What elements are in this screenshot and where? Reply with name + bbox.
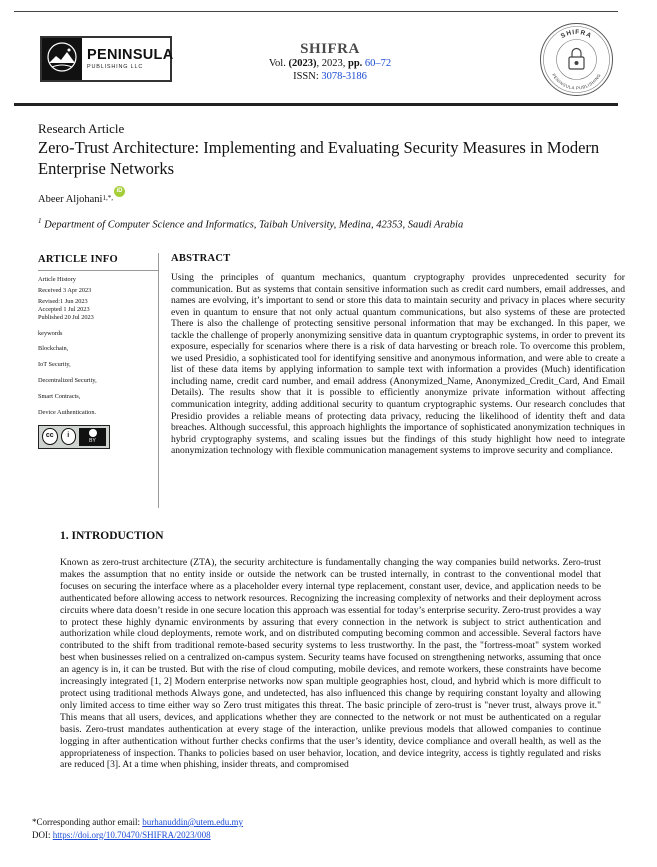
published-date: Published 20 Jul 2023 <box>38 313 94 321</box>
introduction-text: Known as zero-trust architecture (ZTA), the security architecture is fundamentally changing the way companies build networks. Zero-trust makes the assumption that no entity inside or outside the network can be trusted internally, in contrast to the conventional model that focuses on securing the interface where as a placeholder every internal type replacement, constant user, device, and application needs to be authenticated before allowing access to network resources. Recognizing the increasing complexity of networks and their deployment across circuits where data doesn’t reside in one secure location this approach was essential for today’s enterprise security. Zero-trust provides a way to protect these highly dynamic environments by assuring that every connection in the network is subject to strict authentication and authorization while cloud deployments, remote work, and on distributed computing becoming common and accessible. Several factors have contributed to the shift from traditional remote-based security systems to less trustworthy. In the past, the "fortress-moat" system worked best when businesses relied on a centralized on-campus system. Security teams have focused on strengthening networks, assuming that once an agency is in, it can be trusted. But with the rise of cloud computing, mobile devices, and remote workers, these constraints have become increasingly integrated [1, 2] Modern enterprise networks now span multiple geographies host, cloud, and hybrid which is more difficult to protect using traditional methods Always gone, and undetected, has also influenced this change by requiring constant loyalty and allowing only limited access to time either way so Zero trust mitigates this threat. The basic principle of zero-trust is "never trust, always prove it." This means that all users, devices, and applications whether they are connected to the network or not must be authenticated on a regular basis. Zero-trust mandates authentication at every stage of the interaction, unlike previous models that allowed companies to continue logging in after authentication without further checks confirms that the user’s identity, device compliance and overall health, as well as the appropriateness of inspection. Thanks to policies based on user behavior, location, and device integrity, access is tightly regulated and risks are reduced [3]. At a time when phishing, insider threats, and compromised <box>60 557 601 771</box>
attribution-icon: i <box>61 428 77 445</box>
abstract-text: Using the principles of quantum mechanics, quantum cryptography provides unprecedented security for communication. But as systems that contain sensitive information such as credit card numbers, email addresses, and names are evolving, it’s important to send or store this data to maintain security and privacy in places where security even in quantum to ensure that not only actual quantum communications, but also systems of these are protected There is also the challenge of protecting sensitive personal information that may be exchanged. In this paper, we tackle the challenge of properly anonymizing sensitive data in quantum cryptographic systems, in order to prevent its exposure, especially for scenarios where there is a risk of data harvesting or breach role. To overcome this problem, we used Presidio, a sophisticated tool for identifying sensitive and anonymous information, and were able to create a list of these data items by applying information to sample text with information a provides (Much) identification including name, credit card number, and email address (Anonymized_Name, Anonymized_Credit_Card, And Email Details). The results show that it is possible to efficiently anonymize private information without affecting communication integrity, adding additional security to quantum cryptographic systems. Our research concludes that Presidio provides a reliable means of protecting data privacy, reducing the likelihood of identity theft and data breaches. Although successful, this approach highlights the importance of sophisticated anonymization techniques in hybrid cryptography systems, and scaling issues but the findings of this study highlight how need to integrate anonymization technology with flexible communication management systems to improve security and compliance. <box>171 272 625 457</box>
author-line <box>38 188 125 205</box>
header-rule <box>14 103 618 106</box>
cc-icon: cc <box>42 428 58 445</box>
article-type: Research Article <box>38 121 125 136</box>
publisher-subtitle: PUBLISHING LLC <box>87 64 144 70</box>
cc-by-license-badge[interactable] <box>38 425 110 449</box>
article-title: Zero-Trust Architecture: Implementing and Evaluating Security Measures in Modern Enterprise Networks <box>38 138 600 178</box>
issn-link[interactable]: 3078-3186 <box>321 70 367 82</box>
keywords-label: keywords <box>38 330 63 338</box>
doi-line: DOI: https://doi.org/10.70470/SHIFRA/2023/008 <box>32 829 211 840</box>
keyword: Device Authentication. <box>38 408 97 416</box>
issn-line: ISSN: 3078-3186 <box>293 70 367 82</box>
volume-line: Vol. (2023), 2023, pp. 60–72 <box>268 58 392 69</box>
svg-text:PENINSULA PUBLISHING: PENINSULA PUBLISHING <box>551 72 602 91</box>
revised-date: Revised:1 Jun 2023 <box>38 297 88 305</box>
orcid-icon[interactable]: iD <box>114 186 125 197</box>
landscape-icon <box>42 38 82 80</box>
publisher-logo <box>40 36 172 82</box>
author-email-link[interactable]: burhanuddin@utem.edu.my <box>142 817 244 827</box>
author-superscript: 1,*, <box>102 194 113 202</box>
received-date: Received 3 Apr 2023 <box>38 286 92 294</box>
abstract-heading: ABSTRACT <box>171 253 231 264</box>
pages-link[interactable]: 60–72 <box>364 58 392 69</box>
footnote <box>32 816 243 841</box>
corresponding-author: *Corresponding author email: burhanuddin@utem.edu.my <box>32 817 244 827</box>
introduction-heading: 1. INTRODUCTION <box>60 530 164 542</box>
publisher-name: PENINSULA <box>87 46 174 63</box>
keyword: Decentralized Security, <box>38 377 97 384</box>
article-info <box>38 253 158 449</box>
svg-text:SHIFRA: SHIFRA <box>559 28 594 41</box>
accepted-date: Accepted 1 Jul 2023 <box>38 305 90 313</box>
column-divider <box>158 253 159 508</box>
keyword: Blockchain, <box>38 345 69 353</box>
author-name: Abeer Aljohani <box>38 194 103 205</box>
history-label: Article History <box>38 276 76 284</box>
journal-info <box>250 40 410 83</box>
doi-link[interactable]: https://doi.org/10.70470/SHIFRA/2023/008 <box>52 829 211 840</box>
affiliation: $^1$ Department of Computer Science and Informatics, Taibah University, Medina, 42353, Saudi Arabia <box>38 217 464 231</box>
journal-seal <box>539 22 614 97</box>
keyword: Smart Contracts, <box>38 392 81 400</box>
keyword: IoT Security, <box>38 361 71 369</box>
by-icon: BY <box>79 428 106 446</box>
article-info-heading: ARTICLE INFO <box>38 253 158 271</box>
top-rule <box>14 11 618 12</box>
journal-name: SHIFRA <box>300 41 360 57</box>
